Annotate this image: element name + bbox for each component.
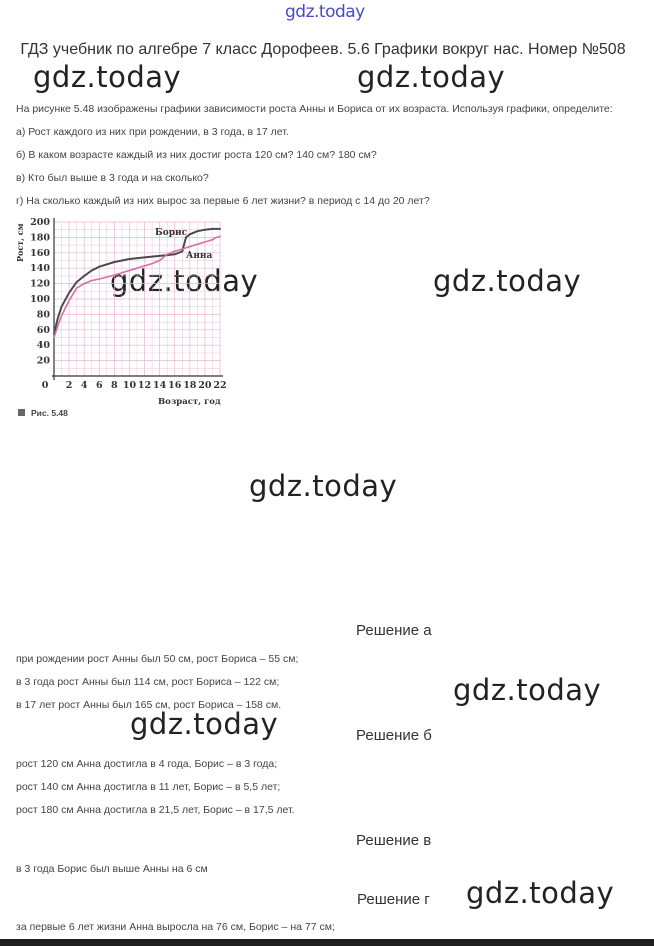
task-intro: На рисунке 5.48 изображены графики зависимости роста Анны и Бориса от их возраста. Используя графики, определите: [16, 103, 613, 115]
question-b: б) В каком возрасте каждый из них достиг роста 120 см? 140 см? 180 см? [16, 149, 377, 161]
series-label-boris: Борис [155, 228, 188, 238]
x-tick-label: 4 [80, 380, 88, 391]
height-age-chart [12, 214, 234, 426]
figure-caption: Рис. 5.48 [31, 408, 68, 418]
watermark: gdz.today [466, 876, 615, 910]
y-tick-label: 100 [30, 294, 50, 305]
series-label-anna: Анна [186, 251, 213, 261]
x-tick-label: 8 [111, 380, 118, 391]
y-tick-label: 40 [36, 340, 50, 352]
chart-ticks [30, 217, 226, 391]
x-axis-label: Возраст, год [158, 397, 221, 407]
solution-line: в 3 года Борис был выше Анны на 6 см [16, 863, 208, 875]
solution-line: в 17 лет рост Анны был 165 см, рост Бориса – 158 см. [16, 699, 282, 711]
y-tick-label: 200 [30, 217, 50, 228]
watermark: gdz.today [130, 707, 279, 741]
question-a: а) Рост каждого из них при рождении, в 3 года, в 17 лет. [16, 126, 289, 138]
watermark: gdz.today [453, 673, 602, 707]
x-tick-label: 2 [65, 380, 73, 391]
y-tick-label: 140 [30, 263, 50, 275]
watermark: gdz.today [357, 60, 506, 94]
solution-heading-b: Решение б [356, 727, 432, 744]
bottom-bar [0, 939, 654, 946]
solution-line: рост 180 см Анна достигла в 21,5 лет, Борис – в 17,5 лет. [16, 804, 295, 816]
solution-line: при рождении рост Анны был 50 см, рост Бориса – 55 см; [16, 653, 299, 665]
watermark: gdz.today [249, 469, 398, 503]
solution-line: рост 120 см Анна достигла в 4 года, Борис – в 3 года; [16, 758, 278, 770]
y-tick-label: 160 [30, 247, 50, 259]
watermark: gdz.today [110, 264, 259, 298]
y-tick-label: 180 [30, 232, 50, 244]
x-tick-label: 14 [153, 380, 167, 391]
question-d: г) На сколько каждый из них вырос за первые 6 лет жизни? в период с 14 до 20 лет? [16, 195, 430, 207]
y-tick-label: 120 [30, 278, 50, 290]
caption-marker [18, 409, 25, 416]
question-c: в) Кто был выше в 3 года и на сколько? [16, 172, 209, 184]
watermark: gdz.today [33, 60, 182, 94]
x-tick-label: 6 [95, 380, 103, 391]
x-tick-label: 10 [122, 380, 137, 391]
solution-heading-a: Решение а [356, 622, 432, 639]
y-axis-label: Рост, см [15, 223, 25, 262]
watermark: gdz.today [433, 264, 582, 298]
x-tick-label: 0 [41, 380, 49, 391]
x-tick-label: 22 [213, 380, 227, 391]
solution-heading-c: Решение в [356, 832, 432, 849]
solution-line: в 3 года рост Анны был 114 см, рост Бориса – 122 см; [16, 676, 280, 688]
page-title: ГДЗ учебник по алгебре 7 класс Дорофеев. 5.6 Графики вокруг нас. Номер №508 [20, 41, 626, 58]
y-tick-label: 60 [36, 324, 50, 336]
solution-heading-d: Решение г [357, 891, 430, 908]
site-logo[interactable]: gdz.today [285, 2, 365, 22]
x-tick-label: 18 [183, 380, 197, 391]
y-tick-label: 20 [36, 355, 50, 367]
y-tick-label: 80 [36, 309, 50, 321]
x-tick-label: 12 [137, 380, 152, 391]
x-tick-label: 20 [198, 380, 212, 391]
solution-line: рост 140 см Анна достигла в 11 лет, Борис – в 5,5 лет; [16, 781, 281, 793]
x-tick-label: 16 [168, 380, 182, 391]
solution-line: за первые 6 лет жизни Анна выросла на 76 см, Борис – на 77 см; [16, 921, 335, 933]
